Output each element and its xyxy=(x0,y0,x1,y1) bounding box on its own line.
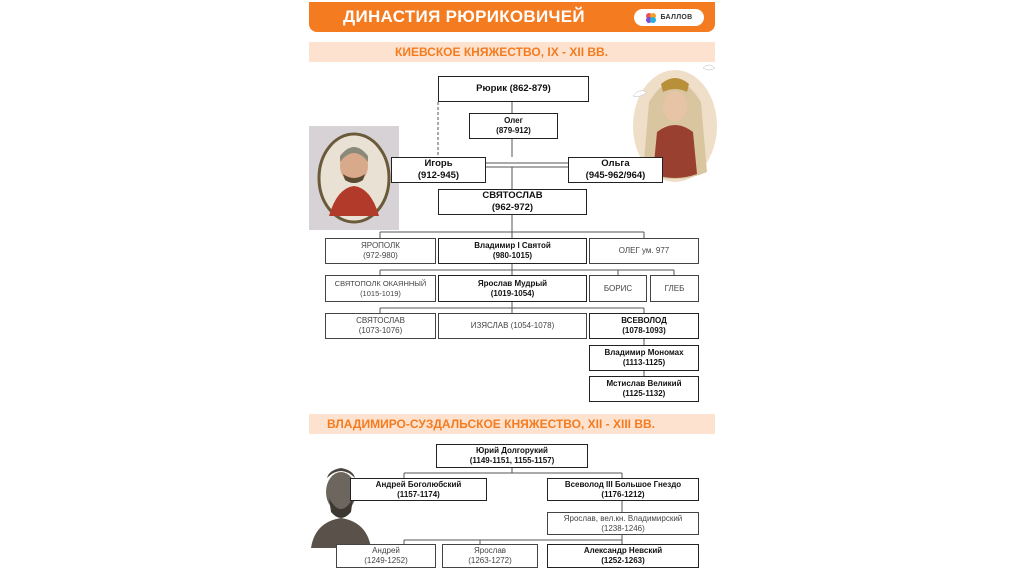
yaropolk-name: ЯРОПОЛК xyxy=(361,241,400,250)
svyatoslav2-name: СВЯТОСЛАВ xyxy=(356,316,405,325)
section-title-kiev: КИЕВСКОЕ КНЯЖЕСТВО, IX - XII ВВ. xyxy=(309,42,715,62)
box-vsevolod xyxy=(589,313,699,339)
box-svyatopolk xyxy=(325,275,436,302)
box-yuri-dolgoruky xyxy=(436,444,588,468)
monomakh-name: Владимир Мономах xyxy=(604,348,684,357)
yaroslav-v-years: (1238-1246) xyxy=(601,523,645,533)
badge-label: БАЛЛОВ xyxy=(660,14,693,21)
nevsky-years: (1252-1263) xyxy=(601,556,645,565)
box-svyatoslav xyxy=(438,189,587,215)
section-title-vladimir: ВЛАДИМИРО-СУЗДАЛЬСКОЕ КНЯЖЕСТВО, XII - XIII ВВ. xyxy=(309,414,715,434)
yaroslav2-years: (1263-1272) xyxy=(468,556,512,565)
box-boris xyxy=(589,275,647,302)
andrey-years: (1249-1252) xyxy=(364,556,408,565)
nevsky-name: Александр Невский xyxy=(583,546,663,555)
igor-years: (912-945) xyxy=(417,170,460,181)
box-gleb xyxy=(650,275,699,302)
box-vladimir-1 xyxy=(438,238,587,264)
box-andrey xyxy=(336,544,436,568)
box-rurik xyxy=(438,76,589,102)
yaroslav-name: Ярослав Мудрый xyxy=(477,278,548,288)
svyatoslav-name: СВЯТОСЛАВ xyxy=(482,190,543,202)
box-alexander-nevsky xyxy=(547,544,699,568)
vsevolod-years: (1078-1093) xyxy=(622,326,666,335)
box-vsevolod-3 xyxy=(547,478,699,501)
igor-name: Игорь xyxy=(424,158,453,170)
izyaslav-name: ИЗЯСЛАВ (1054-1078) xyxy=(470,321,555,330)
svyatopolk-name: СВЯТОПОЛК ОКАЯННЫЙ xyxy=(334,279,427,289)
box-svyatoslav-2 xyxy=(325,313,436,339)
yuri-name: Юрий Долгорукий xyxy=(476,446,548,455)
rurik-name: Рюрик (862-879) xyxy=(476,83,551,95)
vladimir1-name: Владимир I Святой xyxy=(474,241,551,250)
oleg-name: Олег xyxy=(504,116,523,125)
box-yaroslav-2 xyxy=(442,544,538,568)
box-olga xyxy=(568,157,663,183)
box-yaropolk xyxy=(325,238,436,264)
gleb-name: ГЛЕБ xyxy=(664,283,685,293)
olga-name: Ольга xyxy=(601,158,630,170)
box-igor xyxy=(391,157,486,183)
boris-name: БОРИС xyxy=(603,283,633,293)
yuri-years: (1149-1151, 1155-1157) xyxy=(469,456,555,465)
box-oleg xyxy=(469,113,558,139)
vsevolod-name: ВСЕВОЛОД xyxy=(621,316,667,325)
box-izyaslav xyxy=(438,313,587,339)
svyatoslav-years: (962-972) xyxy=(491,202,534,213)
box-mstislav xyxy=(589,376,699,402)
yaroslav2-name: Ярослав xyxy=(473,546,507,555)
mstislav-name: Мстислав Великий xyxy=(606,379,682,388)
mstislav-years: (1125-1132) xyxy=(622,389,666,398)
svyatopolk-years: (1015-1019) xyxy=(360,288,401,298)
monomakh-years: (1113-1125) xyxy=(622,358,666,367)
box-yaroslav-vladimirsky xyxy=(547,512,699,535)
yaroslav-v-name: Ярослав, вел.кн. Владимирский xyxy=(563,513,683,523)
vsevolod3-name: Всеволод III Большое Гнездо xyxy=(564,479,682,489)
vladimir1-years: (980-1015) xyxy=(492,251,533,260)
andrey-b-years: (1157-1174) xyxy=(397,489,440,499)
igor-portrait xyxy=(309,126,399,230)
box-andrey-bogolyubsky xyxy=(350,478,487,501)
oleg-years: (879-912) xyxy=(496,126,531,135)
svyatoslav2-years: (1073-1076) xyxy=(358,326,403,335)
andrey-b-name: Андрей Боголюбский xyxy=(375,479,462,489)
page-title: ДИНАСТИЯ РЮРИКОВИЧЕЙ xyxy=(343,7,585,26)
yaropolk-years: (972-980) xyxy=(363,251,398,260)
box-vladimir-monomakh xyxy=(589,345,699,371)
box-yaroslav-mudry xyxy=(438,275,587,302)
vsevolod3-years: (1176-1212) xyxy=(601,489,645,499)
andrey-bogolyubsky-bust xyxy=(307,462,375,548)
olga-years: (945-962/964) xyxy=(585,170,646,181)
andrey-name: Андрей xyxy=(372,546,400,555)
box-oleg-2 xyxy=(589,238,699,264)
oleg2-name: ОЛЕГ ум. 977 xyxy=(618,246,670,255)
yaroslav-years: (1019-1054) xyxy=(490,288,535,298)
